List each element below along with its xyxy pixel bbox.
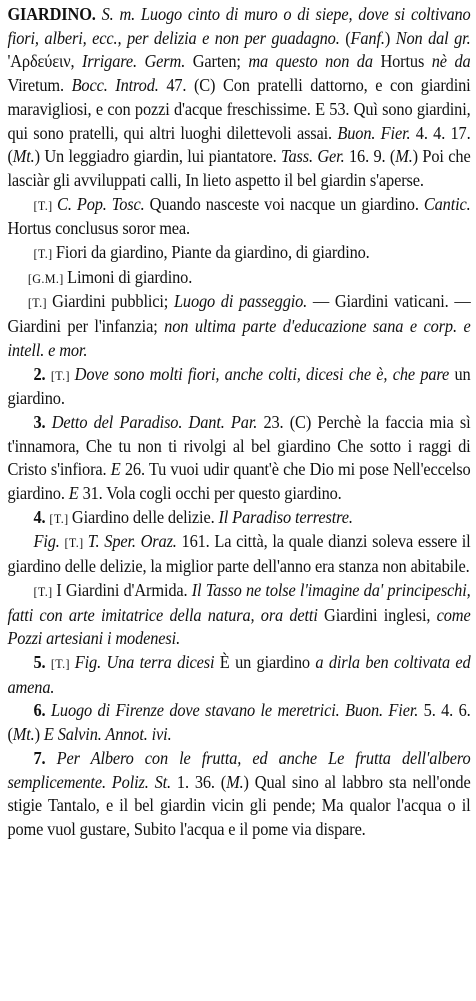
text-segment: ) Un leggiadro giardin, lui piantatore. (34, 146, 282, 167)
text-segment: S. m. Luogo cinto di muro o di siepe, dove si coltivano fiori, alberi, ecc., per delizia e non per guadagno. (7, 4, 471, 48)
text-segment: Garten; (185, 51, 249, 72)
text-segment: Giardini inglesi, (317, 604, 437, 625)
text-segment: 23. (C) Perchè la faccia mia sì t'innamora, Che tu non ti rivolgi al bel giardino Che sotto i raggi di Cristo s'infiora. (7, 411, 471, 480)
text-segment: C. Pop. Tosc. (57, 193, 145, 214)
entry-paragraph-s5 (7, 651, 470, 699)
entry-paragraph-s4 (7, 506, 470, 531)
text-segment: E Salvin. Annot. ivi. (43, 724, 172, 745)
text-segment: 31. Vola cogli occhi per questo giardino. (78, 483, 342, 504)
text-segment: 5. 4. 6. ( (7, 700, 471, 745)
text-segment: Bocc. Introd. (71, 75, 159, 96)
text-segment: ( (339, 27, 351, 48)
text-segment: 161. La città, la quale dianzi soleva essere il giardino delle delizie, la miglior parte dell'anno era stanza non abitabile. (7, 531, 471, 577)
text-segment: T. Sper. Oraz. (87, 531, 177, 552)
text-segment: I Giardini d'Armida. (56, 579, 192, 600)
text-segment: Quando nasceste voi nacque un giardino. (144, 193, 424, 214)
entry-paragraph-s6 (7, 699, 470, 746)
text-segment: 1. 36. ( (171, 771, 227, 792)
text-segment: — Giardini vaticani. — Giardini per l'infanzia; (7, 291, 471, 337)
text-segment: [T.] (64, 535, 88, 551)
entry-paragraph-s2 (7, 363, 470, 411)
text-segment: ) Qual sino al labbro sta nell'onde stigie Tantalo, e il bel giardin vicin gli pende; Ma qualor l'acqua o il pome vuol gustare, Subito l'acqua e il pome via dispare. (7, 771, 471, 839)
entry-paragraph-headword (7, 3, 470, 193)
text-segment: un giardino. (7, 363, 471, 409)
text-segment: Hortus conclusus soror mea. (7, 218, 190, 239)
text-segment: a dirla ben coltivata ed amena. (7, 651, 471, 697)
text-segment: 26. Tu vuoi udir quant'è che Dio mi pose Nell'eccelso giardino. (7, 459, 471, 504)
text-segment: [T.] (49, 510, 72, 526)
text-segment: ) (34, 724, 44, 745)
text-segment: Giardino delle delizie. (71, 506, 219, 527)
text-segment: [T.] (33, 583, 57, 599)
text-segment: 4. (33, 506, 50, 527)
text-segment: Tass. Ger. (281, 146, 345, 167)
text-segment: E (110, 459, 121, 480)
entry-paragraph-p-cpop (7, 193, 470, 241)
text-segment: M. (226, 771, 244, 792)
text-segment: Non dal gr. (395, 27, 471, 48)
text-segment: 47. (C) Con pratelli dattorno, e con giardini maravigliosi, e con pozzi d'acque freschissime. E 53. Quì sono giardini, qui sono pratelli, qui altri luoghi dilettevoli assai. (7, 75, 471, 143)
text-segment: Fig. Una terra dicesi (74, 651, 215, 672)
text-segment: non ultima parte d'educazione sana e corp. e intell. e mor. (7, 316, 471, 360)
text-segment: [T.] (33, 246, 56, 262)
text-segment: 6. (33, 700, 51, 721)
text-segment: [T.] (27, 295, 53, 311)
text-segment: 'Αρδεύειν, (7, 51, 82, 72)
text-segment: Buon. Fier. (337, 122, 411, 143)
entry-paragraph-p-fiori (7, 241, 470, 266)
text-segment: E (68, 483, 79, 504)
text-segment: Luogo di passeggio. (173, 291, 308, 312)
text-segment: Pozzi artesiani i modenesi. (7, 628, 181, 649)
text-segment: Hortus (372, 51, 432, 72)
text-segment: 16. 9. ( (344, 146, 396, 167)
text-segment: Luogo di Firenze dove stavano le meretrici. Buon. Fier. (50, 700, 419, 721)
text-segment: Giardini pubblici; (52, 291, 174, 312)
text-segment: ma questo non da (248, 51, 373, 72)
text-segment: Mt. (12, 146, 35, 167)
text-segment: Fiori da giardino, Piante da giardino, di giardino. (55, 242, 370, 263)
text-segment: [T.] (50, 655, 75, 671)
text-segment: Viretum. (7, 75, 72, 96)
text-segment: [G.M.] (27, 270, 68, 286)
text-segment: Il Tasso ne tolse l'imagine da' principeschi, fatti con arte imitatrice della natura, ora detti (7, 579, 471, 625)
entry-paragraph-p-limoni (7, 266, 470, 291)
text-segment: Dove sono molti fiori, anche colti, dicesi che è, che pare (74, 363, 450, 384)
text-segment: Fig. (33, 531, 60, 552)
text-segment: Per Albero con le frutta, ed anche Le frutta dell'albero semplicemente. Poliz. St. (7, 747, 471, 792)
text-segment: È un giardino (214, 651, 316, 672)
text-segment: GIARDINO. (7, 4, 96, 24)
text-segment: [T.] (50, 367, 75, 383)
text-segment: [T.] (33, 197, 58, 213)
text-segment: 2. (33, 363, 51, 384)
text-segment: 5. (33, 651, 51, 672)
entry-paragraph-s4-armida (7, 579, 470, 651)
entry-paragraph-s4-fig (7, 530, 470, 578)
text-segment: 4. 4. 17. ( (7, 122, 471, 167)
entry-paragraph-p-pubblici (7, 290, 470, 362)
text-segment: Cantic. (423, 193, 471, 214)
text-segment: ) (384, 27, 396, 48)
text-segment: ) Poi che lasciàr gli avviluppati calli, In lieto aspetto il bel giardin s'aperse. (7, 146, 471, 190)
text-segment: 3. (33, 411, 52, 432)
text-segment: Il Paradiso terrestre. (218, 506, 353, 527)
text-segment: Mt. (12, 724, 35, 745)
text-segment: Irrigare. Germ. (81, 51, 186, 72)
text-segment: Fanf. (350, 27, 385, 48)
text-segment: Detto del Paradiso. Dant. Par. (51, 411, 258, 432)
text-segment: 7. (33, 747, 57, 768)
text-segment: come (436, 604, 471, 625)
text-segment: M. (395, 146, 413, 167)
entry-paragraph-s3 (7, 411, 470, 506)
entry-paragraph-s7 (7, 747, 470, 842)
text-segment: nè da (431, 51, 471, 72)
text-segment: Limoni di giardino. (67, 266, 193, 287)
